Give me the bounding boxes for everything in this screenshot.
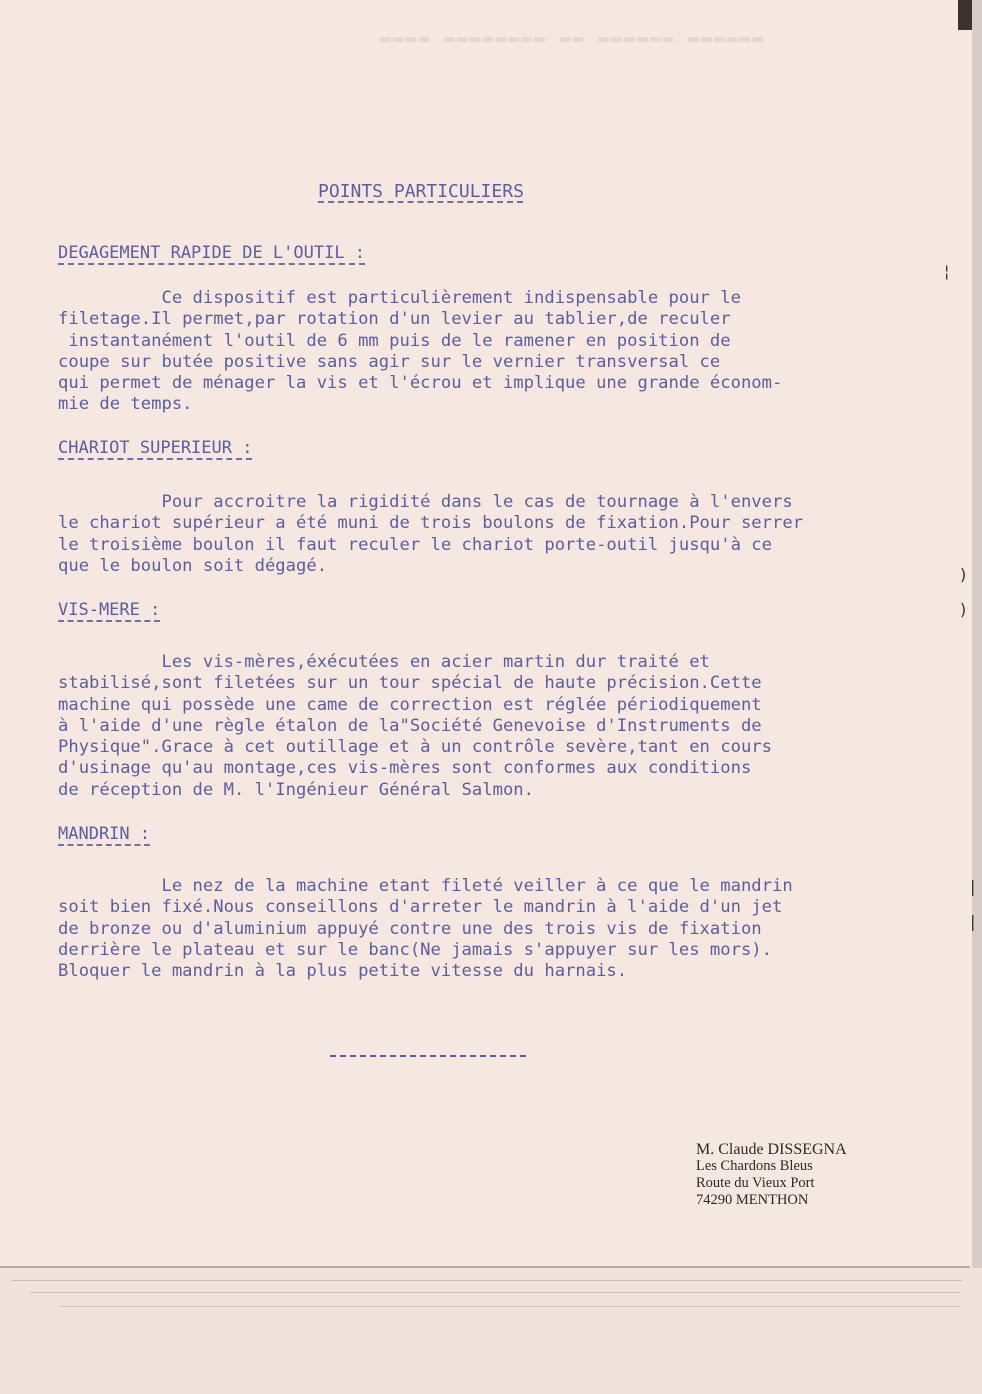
bleed-through-ghost: ▬▬▬▬ ▬▬▬▬▬▬▬▬ ▬▬ ▬▬▬▬▬▬ ▬▬▬▬▬▬: [380, 30, 766, 51]
text-line: Ce dispositif est particulièrement indispensable pour le: [58, 288, 741, 308]
margin-mark: ): [960, 565, 967, 584]
text-line: d'usinage qu'au montage,ces vis-mères sont conformes aux conditions: [58, 758, 752, 779]
text-line: Le nez de la machine etant fileté veiller à ce que le mandrin: [58, 876, 793, 896]
text-line: le chariot supérieur a été muni de trois boulons de fixation.Pour serrer: [58, 513, 804, 534]
text-line: Physique".Grace à cet outillage et à un contrôle sevère,tant en cours: [58, 737, 772, 758]
separator-rule: [330, 1055, 526, 1057]
text-line: derrière le plateau et sur le banc(Ne jamais s'appuyer sur les mors).: [58, 939, 772, 960]
margin-mark: |: [970, 877, 976, 896]
address-stamp: [696, 1141, 847, 1209]
section-heading-chariot: CHARIOT SUPERIEUR :: [58, 438, 253, 458]
section-body-vis-mere: [58, 652, 938, 801]
margin-mark: ): [960, 600, 967, 619]
text-line: stabilisé,sont filetées sur un tour spécial de haute précision.Cette: [58, 673, 762, 694]
margin-mark: |: [970, 912, 976, 931]
stamp-line-3: 74290 MENTHON: [696, 1192, 809, 1208]
stamp-line-1: Les Chardons Bleus: [696, 1158, 813, 1174]
section-heading-vis-mere: VIS-MERE :: [58, 600, 161, 620]
margin-mark: ¦: [944, 262, 950, 281]
text-line: Bloquer le mandrin à la plus petite vitesse du harnais.: [58, 961, 628, 982]
text-line: instantanément l'outil de 6 mm puis de le ramener en position de: [58, 330, 731, 351]
text-line: Pour accroitre la rigidité dans le cas de tournage à l'envers: [58, 492, 793, 512]
stamp-name: M. Claude DISSEGNA: [696, 1141, 847, 1158]
page-edge-line: [0, 1266, 970, 1268]
page-edge-line: [30, 1292, 960, 1293]
section-body-chariot: [58, 492, 938, 577]
text-line: que le boulon soit dégagé.: [58, 555, 328, 576]
section-heading-degagement: DEGAGEMENT RAPIDE DE L'OUTIL :: [58, 243, 366, 263]
stamp-line-2: Route du Vieux Port: [696, 1175, 815, 1191]
page-title: POINTS PARTICULIERS: [318, 181, 524, 202]
text-line: soit bien fixé.Nous conseillons d'arreter le mandrin à l'aide d'un jet: [58, 897, 783, 918]
text-line: mie de temps.: [58, 394, 193, 415]
text-line: machine qui possède une came de correction est réglée périodiquement: [58, 694, 762, 715]
text-line: à l'aide d'une règle étalon de la"Société Genevoise d'Instruments de: [58, 715, 762, 736]
text-line: de réception de M. l'Ingénieur Général Salmon.: [58, 779, 534, 800]
text-line: filetage.Il permet,par rotation d'un levier au tablier,de reculer: [58, 309, 731, 330]
section-body-mandrin: [58, 876, 938, 982]
text-line: Les vis-mères,éxécutées en acier martin dur traité et: [58, 652, 710, 672]
text-line: coupe sur butée positive sans agir sur le vernier transversal ce: [58, 351, 721, 372]
text-line: qui permet de ménager la vis et l'écrou et implique une grande économ-: [58, 373, 783, 394]
page-bottom-edge: [0, 1268, 982, 1394]
page-edge-line: [12, 1280, 962, 1281]
text-line: le troisième boulon il faut reculer le chariot porte-outil jusqu'à ce: [58, 534, 772, 555]
page-right-edge: [972, 0, 982, 1394]
section-body-degagement: [58, 288, 938, 416]
section-heading-mandrin: MANDRIN :: [58, 824, 151, 844]
text-line: de bronze ou d'aluminium appuyé contre une des trois vis de fixation: [58, 918, 762, 939]
page-edge-line: [60, 1306, 960, 1307]
